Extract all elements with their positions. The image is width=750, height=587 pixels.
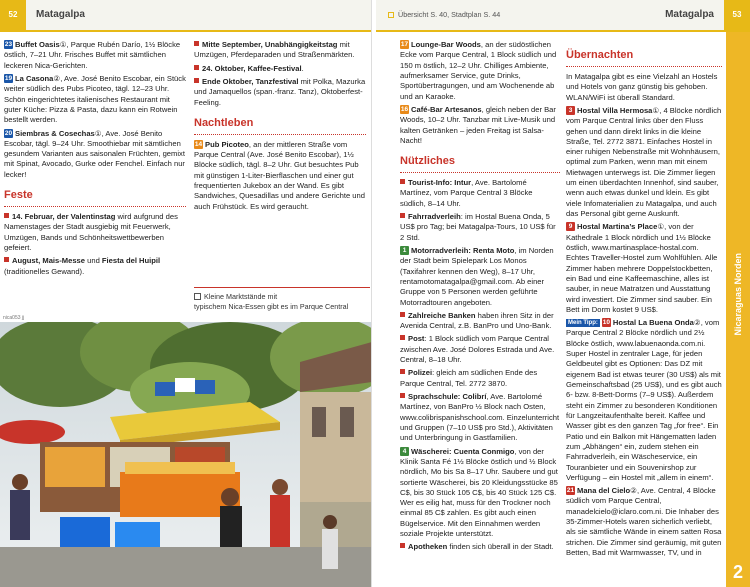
bullet-square <box>194 65 199 70</box>
photo-credit: nica053 jj <box>3 315 25 321</box>
entry-text: , an der mittleren Straße vom Parque Central (Ave. José Benito Escobar), 1½ Blöcke südlich, tägl. 8–2 Uhr. Gut besuchtes Pub mit günstigen 1-Liter-Bierflaschen und einer gut frequentierten Jukebox an der Wand. Es gibt Sandwiches, Quesadillas und andere Gerichte und auch Frühstück. Es wird geraucht. <box>194 139 365 211</box>
entry-text: ①, 4 Blöcke nördlich vom Parque Central links über den Fluss gehen und dann direkt links in die kleine Straße, Tel. 2772 3871. Einfaches Hostel in einer ruhigen Nebenstraße mit Wohnhäusern, optimal zum Parken, wenn man mit einem Mietwagen unterwegs ist. Die Zimmer liegen um einen überdachten Innenhof, sind sauber, wenn auch etwas dunkel und klein. Es gibt viele Infomaterialien zu Matagalpa, und auch das Personal gibt gerne Auskunft. <box>566 105 722 219</box>
entry-name: Café-Bar Artesanos <box>411 104 482 114</box>
listing-entry <box>400 334 560 365</box>
entry-text: haben ihren Sitz in der Avenida Central, z.B. BanPro und Uno-Bank. <box>400 310 554 331</box>
entry-text: ①, Ave. José Benito Escobar, tägl. 9–24 Uhr. Smoothiebar mit sämtlichen gesundem Varianten aus saisonalen Früchten, gemixt mit Spinat, Avocado, Gurke oder Fenchel. Einfach nur lecker! <box>4 128 185 179</box>
entry-text: : im Hostal Buena Onda, 5 US$ pro Tag; bei Matagalpa-Tours, 10 US$ für 2 Std. <box>400 212 556 242</box>
map-number-badge: 3 <box>566 106 575 115</box>
entry-text: ①, Parque Rubén Darío, 1½ Blöcke östlich, 7–21 Uhr. Frisches Buffet mit sämtlichen leckeren Nica-Gerichten. <box>4 40 181 70</box>
entry-bold: Tourist-Info: Intur <box>408 178 472 188</box>
listing-entry <box>400 447 560 540</box>
listing-entry <box>566 106 722 219</box>
bullet-square <box>400 312 405 317</box>
entry-text: , Ave. Bartolomé Martínez, von BanPro ½ Block nach Osten, www.colibrispanishschool.com. Einzelunterricht und Gruppen (7–10 US$ pro Std.), Aktivitäten und Unterbringung in Gastfamilien. <box>400 392 560 443</box>
entry-bold: Ende Oktober, Tanzfestival <box>202 76 299 86</box>
listing-entry <box>566 486 722 558</box>
bullet-square <box>400 179 405 184</box>
market-stall-photo <box>0 322 372 587</box>
listing-entry <box>566 318 722 483</box>
map-number-badge: 23 <box>4 41 13 48</box>
entry-bold: Polizei <box>408 368 433 378</box>
listing-entry <box>194 140 366 212</box>
right-page-number: 53 <box>724 0 750 30</box>
listing-entry <box>400 246 560 308</box>
entry-text: mit Umzügen, Pferdeparaden und Straßenmärkten. <box>194 40 355 60</box>
crossref: Übersicht S. 40, Stadtplan S. 44 <box>376 10 665 20</box>
entry-bold: Sprachschule: Colibrí <box>408 392 487 402</box>
bullet-square <box>4 213 9 218</box>
entry-text: ①, von der Kathedrale 1 Block nördlich und 1½ Blöcke östlich, www.martinasplace-hostal.com. Echtes Traveller-Hostel zum Wohlfühlen. Alle Zimmer haben mehrere Doppelstockbetten, ein Bad und eine Kaffeemaschine, alles ist sauber, in neue Matratzen und Ausstattung wird investiert. Die Zimmer sind sauber. Ein Bett im Dorm kostet 9 US$. <box>566 222 718 314</box>
listing-entry <box>400 178 560 209</box>
bullet-square <box>400 213 405 218</box>
listing-entry <box>400 105 560 146</box>
right-section-title: Matagalpa <box>665 9 714 21</box>
entry-text: mit Polka, Mazurka und Jamaquellos (span.-franz. Tanz), Oktoberfest-Feeling. <box>194 76 366 107</box>
section-heading-nachtleben: Nachtleben <box>194 116 366 135</box>
entry-text: , im Norden der Stadt beim Spielepark Los Monos (Taxifahrer kennen den Weg), 8–17 Uhr, rentamotomatagalpa@gmail.com. Ab einer Gruppe von 5 Personen werden geführte Motorradtouren angeboten. <box>400 245 554 307</box>
listing-entry <box>4 256 186 277</box>
bullet-square <box>194 41 199 46</box>
map-number-badge: 1 <box>400 246 409 255</box>
map-number-badge: 19 <box>4 74 13 82</box>
entry-name: Buffet Oasis <box>15 40 60 49</box>
entry-text: ②, vom Parque Central 2 Blöcke nördlich und 2½ Blöcke östlich, www.labuenaonda.com.ni. Super Hostel in zentraler Lage, für jeden Geldbeutel gibt es Optionen: Das DZ mit eigenem Bad ist etwas teurer (30 US$) als mit Gemeinschaftsbad (25 US$), und es gibt auch 6- bzw. 8-Bett-Dorms (7–9 US$). Außerdem steht ein Zimmer zu besonderen Konditionen für Langzeitaufenthalte bereit. Kaffee und Wasser gibt es den ganzen Tag „for free“. Ein Patio und ein Balkon mit Hängematten laden zum „Abhängen“ ein, zudem stehen ein Fahrradverleih, ein Wäscheservice, ein Touranbieter und ein Souvenirshop zur Verfügung – ein Hostel mit „allem in einem“. <box>566 318 722 482</box>
entry-text: (traditionelles Gewand). <box>4 266 85 276</box>
listing-entry <box>4 74 186 126</box>
map-number-badge: 10 <box>602 319 610 327</box>
section-heading-nuetzliches: Nützliches <box>400 154 560 173</box>
left-page-number: 52 <box>0 0 26 30</box>
entry-text: , von der Klinik Santa Fé 1½ Blöcke östlich und ½ Block nördlich, Mo bis Sa 8–17 Uhr. Saubere und gut sortierte Wäscherei, bis 20 Kleidungsstücke 85 C$, bis 30 Stück 105 C$, bis 40 Stück 125 C$. Wer es eilig hat, muss für den Trockner noch einmal 85 C$ zahlen. Es gibt auch einen Bügelservice. Mit den Einnahmen werden soziale Projekte unterstützt. <box>400 446 558 539</box>
header-rule <box>376 30 750 32</box>
entry-text: finden sich überall in der Stadt. <box>447 542 554 552</box>
entry-text: . <box>301 63 304 73</box>
entry-text: wird aufgrund des Namenstages der Stadt ausgiebig mit Feuerwerk, Umzügen, Bands und Schönheitswettbewerben gefeiert. <box>4 212 178 252</box>
tip-badge: Mein Tipp: <box>568 320 598 327</box>
entry-bold: Motorradverleih: Renta Moto <box>411 245 515 255</box>
photo-caption: Kleine Marktstände mit typischem Nica-Essen gibt es im Parque Central <box>194 292 349 311</box>
bullet-square <box>400 369 405 374</box>
listing-entry <box>400 311 560 332</box>
entry-bold: Post <box>408 334 425 344</box>
left-page <box>0 0 372 587</box>
listing-entry <box>400 212 560 243</box>
listing-entry <box>400 368 560 389</box>
section-heading-feste: Feste <box>4 188 186 207</box>
entry-text: und <box>85 256 102 266</box>
camera-icon <box>194 293 201 300</box>
bullet-square <box>4 257 9 262</box>
map-number-badge: 9 <box>566 222 575 231</box>
intro-text: In Matagalpa gibt es eine Vielzahl an Hostels und Hotels von ganz günstig bis gehoben. WLAN/WiFi ist überall Standard. <box>566 71 718 102</box>
left-column-2 <box>194 40 366 215</box>
entry-name: Mana del Cielo <box>577 486 631 496</box>
entry-bold: Fahrradverleih <box>408 212 461 222</box>
listing-entry <box>194 64 366 74</box>
entry-name: Pub Picoteo <box>205 139 249 149</box>
entry-bold: 14. Februar, der Valentinstag <box>12 212 116 222</box>
map-number-badge: 4 <box>400 447 409 456</box>
listing-entry <box>4 212 186 253</box>
bullet-square <box>194 78 199 83</box>
listing-entry <box>566 222 722 315</box>
listing-entry <box>400 392 560 444</box>
map-number-badge: 17 <box>400 41 409 48</box>
entry-name: Hostal Villa Hermosa <box>577 105 653 115</box>
entry-name: La Casona <box>15 73 54 83</box>
left-column-1 <box>4 40 186 280</box>
chapter-side-tab: Nicaraguas Norden <box>726 32 750 557</box>
right-column-2 <box>566 40 722 561</box>
entry-name: Siembras & Cosechas <box>15 128 95 138</box>
listing-entry <box>400 542 560 552</box>
map-number-badge: 21 <box>566 487 575 495</box>
map-number-badge: 16 <box>400 105 409 113</box>
left-header <box>0 0 372 30</box>
entry-bold: Mitte September, Unabhängigkeitstag <box>202 40 338 49</box>
entry-text: ②, Ave. José Benito Escobar, ein Stück weiter südlich des Pubs Picoteo, tägl. 12–23 Uhr. Schön eingerichtetes italienisches Restaurant mit guter Küche: Pizza & Pasta, dazu kann ein Rotwein bestellt werden. <box>4 73 186 125</box>
map-number-badge: 14 <box>194 140 203 148</box>
bullet-square <box>400 335 405 340</box>
crossref-icon <box>388 12 394 18</box>
entry-bold: Apotheken <box>408 542 448 552</box>
bullet-square <box>400 393 405 398</box>
entry-text: , an der südöstlichen Ecke vom Parque Central, 1 Block südlich und 150 m östlich, 12–2 Uhr. Chilliges Ambiente, aufmerksamer Service, gute Drinks, Sportübertragungen, und am Wochenende ab und an Karaoke. <box>400 40 557 101</box>
entry-text: , Ave. Bartolomé Martínez, vom Parque Central 3 Blöcke südlich, 8–14 Uhr. <box>400 178 533 208</box>
right-page <box>376 0 750 587</box>
right-column-1 <box>400 40 560 556</box>
left-section-title: Matagalpa <box>36 9 85 21</box>
entry-text: : gleich am südlichen Ende des Parque Central, Tel. 2772 3870. <box>400 368 538 388</box>
map-number-badge: 20 <box>4 129 13 137</box>
listing-entry <box>400 40 560 102</box>
entry-name: Hostal La Buena Onda <box>612 318 694 328</box>
entry-name: Hostal Martina’s Place <box>577 222 658 232</box>
listing-entry <box>194 77 366 108</box>
entry-text: , gleich neben der Bar Woods, 10–2 Uhr. Tanzbar mit Live-Musik und kalten Getränken – jeden Freitag ist Salsa-Nacht! <box>400 104 556 145</box>
entry-text: : 1 Block südlich vom Parque Central zwischen Ave. José Dolores Estrada und Ave. Central, 8–18 Uhr. <box>400 334 555 365</box>
caption-rule <box>194 287 370 288</box>
listing-entry <box>4 40 186 71</box>
header-rule <box>0 30 372 32</box>
section-heading-uebernachten: Übernachten <box>566 48 722 67</box>
entry-text: ②, Ave. Central, 4 Blöcke südlich vom Parque Central, manadelcielo@iclaro.com.ni. Die Inhaber des 35-Zimmer-Hotels waren sicherlich verliebt, als sie sämtliche Wände in einem satten Rosa strichen. Die Zimmer sind geräumig, mit guten Betten, Bad mit Warmwasser, TV, und in <box>566 486 722 558</box>
entry-name: Lounge-Bar Woods <box>411 40 481 49</box>
listing-entry <box>194 40 366 61</box>
right-header <box>376 0 750 30</box>
entry-bold: Fiesta del Huipil <box>101 256 161 266</box>
entry-bold: August, Mais-Messe <box>12 256 86 266</box>
entry-bold: Zahlreiche Banken <box>408 310 476 320</box>
entry-bold: Wäscherei: Cuenta Conmigo <box>411 446 515 456</box>
entry-bold: 24. Oktober, Kaffee-Festival <box>202 63 302 73</box>
listing-entry <box>4 129 186 181</box>
bullet-square <box>400 543 405 548</box>
chapter-number: 2 <box>726 557 750 587</box>
